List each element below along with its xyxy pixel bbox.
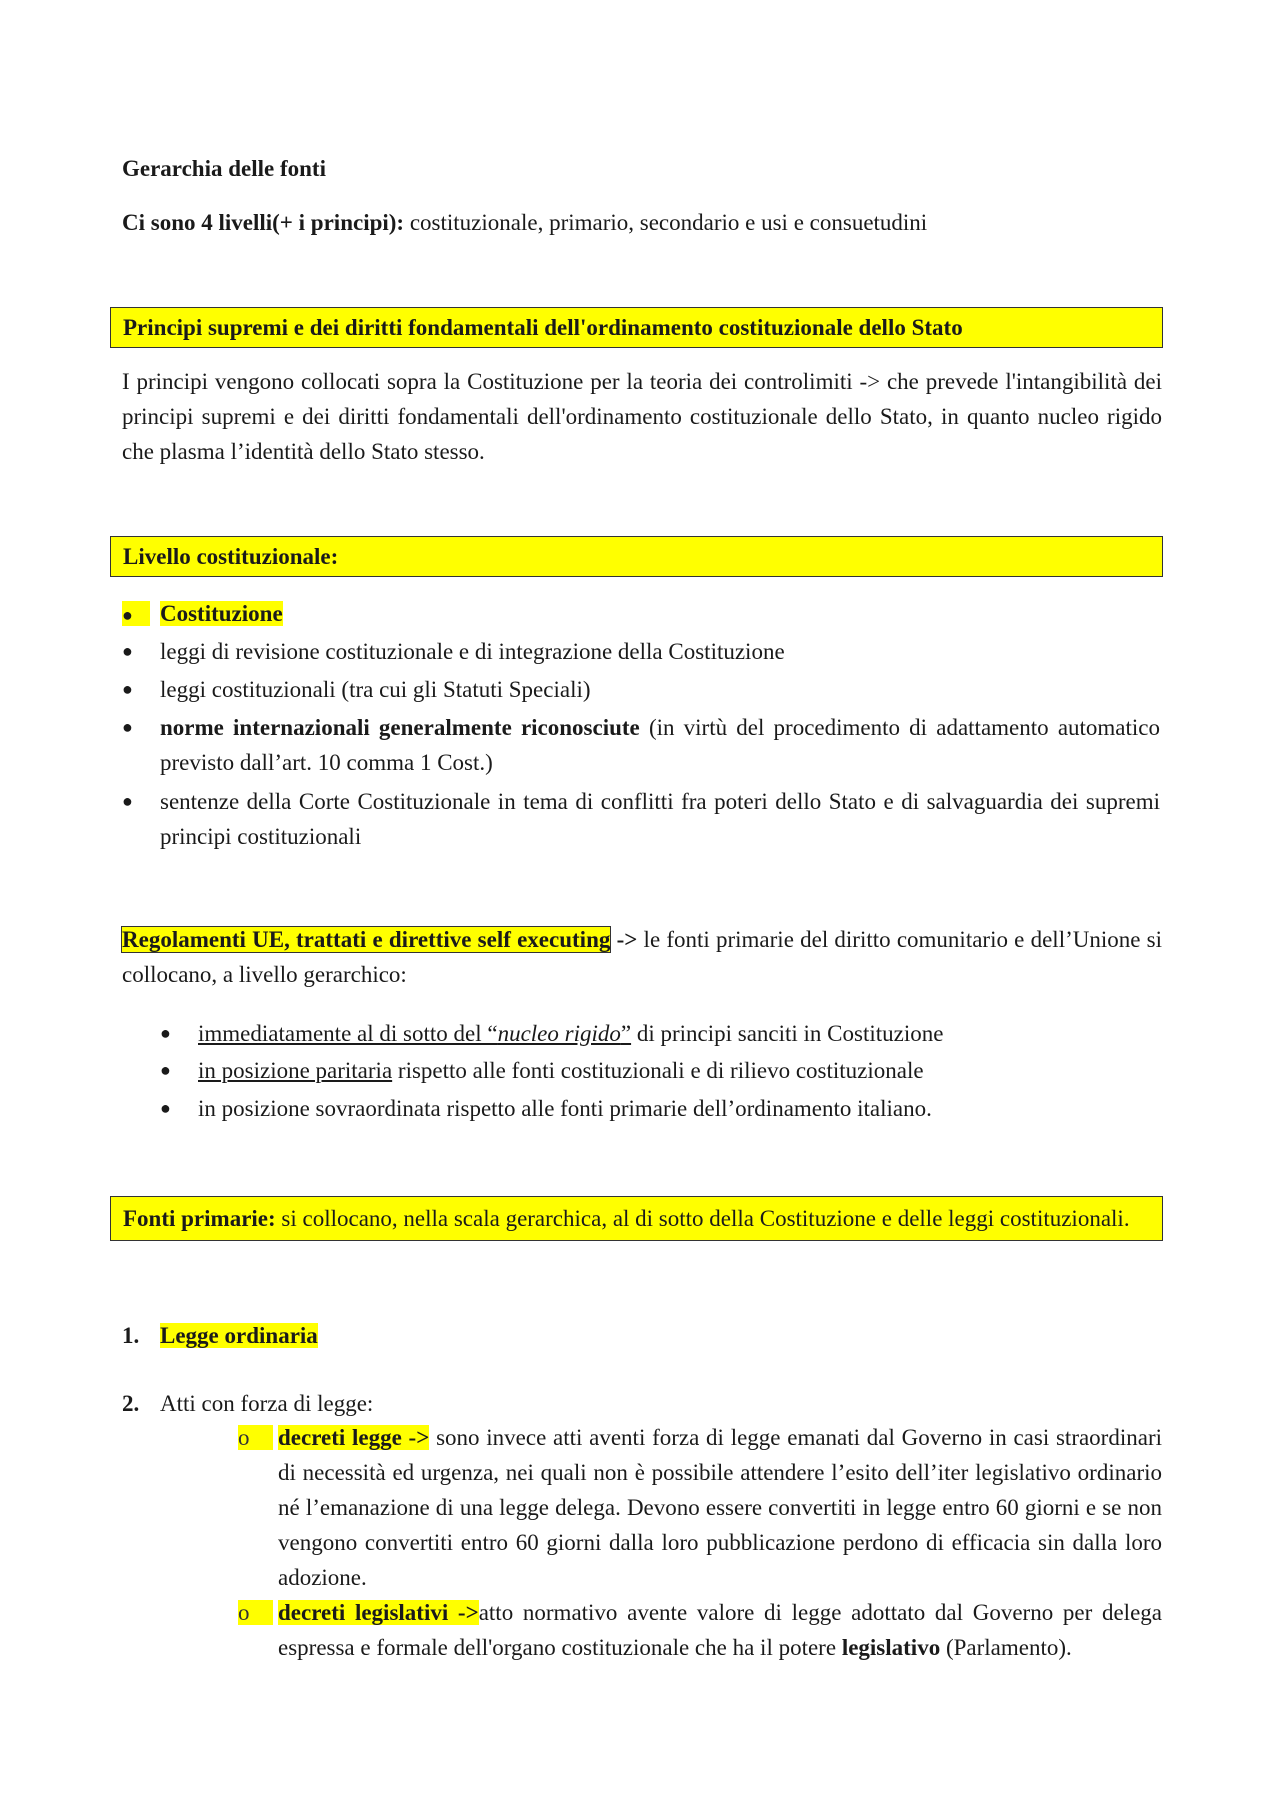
principi-body: I principi vengono collocati sopra la Costituzione per la teoria dei controlimiti -> che prevede l'intangibilità dei principi supremi e dei diritti fondamentali dell'ordinamento costituzionale dello Stato, in quanto nucleo rigido che plasma l’identità dello Stato stesso. [122,369,1162,464]
numbered-item-2: 2. [122,1391,140,1416]
principi-heading-box: Principi supremi e dei diritti fondamentali dell'ordinamento costituzionale dello Stato [110,307,1163,348]
regolamenti-paragraph: Regolamenti UE, trattati e direttive self executing -> le fonti primarie del diritto comunitario e dell’Unione si collocano, a livello gerarchico: [122,927,1162,987]
intro-line: Ci sono 4 livelli(+ i principi): costituzionale, primario, secondario e usi e consuetudini [122,210,928,235]
numbered-item-1: 1. [122,1323,140,1348]
livello-costituzionale-heading-box: Livello costituzionale: [110,536,1163,577]
fonti-primarie-box: Fonti primarie: si collocano, nella scala gerarchica, al di sotto della Costituzione e delle leggi costituzionali. [110,1196,1163,1241]
numbered-item-2-label: Atti con forza di legge: [160,1391,374,1416]
document-page: Gerarchia delle fonti Ci sono 4 livelli(+ i principi): costituzionale, primario, secondario e usi e consuetudini Principi supremi e dei diritti fondamentali dell'ordinamento costituzionale dello Stato I principi vengono collocati sopra la Costituzione per la teoria dei controlimiti -> che prevede l'intangibilità dei principi supremi e dei diritti fondamentali dell'ordinamento costituzionale dello Stato, in quanto nucleo rigido che plasma l’identità dello Stato stesso. Livello costituzionale: ● Costituzione ● leggi di revisione costituzionale e di integrazione della Costituzione ● leggi costituzionali (tra cui gli Statuti Speciali) ● norme internazionali generalmente riconosciute (in virtù del procedimento di adattamento automatico previsto dall’art. 10 comma 1 Cost.) ● sentenze della Corte Costituzionale in tema di conflitti fra poteri dello Stato e di salvaguardia dei supremi principi costituzionali Regolamenti UE, trattati e direttive self executing -> le fonti primarie del diritto comunitario e dell’Unione si collocano, a livello gerarchico: ● immediatamente al di sotto del “nucleo rigido” di principi sanciti in Costituzione ● in posizione paritaria rispetto alle fonti costituzionali e di rilievo costituzionale ● in posizione sovraordinata rispetto alle fonti primarie dell’ordinamento italiano. Fonti primarie: si collocano, nella scala gerarchica, al di sotto della Costituzione e delle leggi costituzionali. 1. Legge ordinaria 2. Atti con forza di legge: o decreti legge -> sono invece atti aventi forza di legge emanati dal Governo in casi straordinari di necessità ed urgenza, nei quali non è possibile attendere l’esito dell’iter legislativo ordinario né l’emanazione di una legge delega. Devono essere convertiti in legge entro 60 giorni e se non vengono convertiti entro 60 giorni dalla loro pubblicazione perdono di efficacia sin dalla loro adozione. o decreti legislativi ->atto normativo avente valore di legge adottato dal Governo per delega espressa e formale dell'organo costituzionale che ha il potere legislativo (Parlamento). [0,0,1280,1811]
numbered-item-1-label: Legge ordinaria [160,1323,318,1348]
document-title: Gerarchia delle fonti [122,156,326,181]
